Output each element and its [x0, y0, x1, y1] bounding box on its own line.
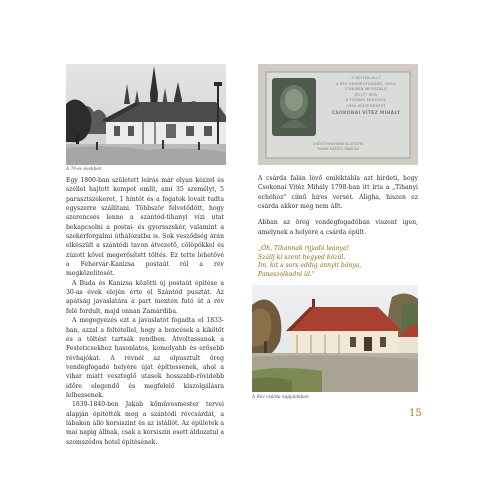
paragraph: A megegyezés ezt a javaslatot fogadta el 1833-ban, azzal a feltétellel, hogy a bencések a kikötőt és a töltést tartsák rendben. Átvoltassanak a Festeticsekhez hasonlatos, komolyabb és erősebb révhajókat. A révnél az elpusztult öreg vendégfogadó helyére újat építtessenek, ahol a vihar miatt veszteglő utasok hosszabb-rövidebb időre elegendő és megfelelő kiszolgálásra lelhessenek.: [66, 317, 224, 399]
paragraph: Egy 1800-ban született leírás már olyan kézzel és széllel hajtott kompot említ, ami 35 személyt, 5 parasztszekeret, 1 hintót és a fogatok lovait tudta egyszerre szállítani. Többször felvetődött, hogy szerencsés lenne a szántód-tihanyi vízi utat bekapcsolni a postai- és gyorsszekér, valamint a szekérforgalmi úthálózatba is. Sok vesződség árán elkészült a szántódi tavon átvezető, cölöpökkel és zúzott kővel megerősített töltés. Ez tette lehetővé a Fehérvár-Kanizsa postaút ról a rév megközelítését.: [66, 177, 224, 278]
paragraph: A csárda falán lévő emléktábla azt hirdeti, hogy Csokonai Vitéz Mihály 1798-ban itt írta a „Tihanyi echóhoz" című híres versét. Aligha, hiszen ez csárda akkor még nem állt.: [258, 175, 418, 211]
old-photo-caption: A 70-es években: [66, 167, 102, 172]
poem-line: Panaszolkodni ül.": [258, 270, 315, 278]
old-photo: [66, 64, 226, 165]
plaque-line: A RÉV VENDÉGFOGADÓ, AHOL: [335, 81, 397, 86]
left-text-column: [66, 176, 224, 447]
csarda-photo: [252, 285, 418, 392]
plaque-line: A KÖLTŐ EMLÉKÉRE ÁLLÍTTATTA: [312, 142, 364, 146]
paragraph: A Buda és Kanizsa közötti új postaút építése a 30-as évek elején érte el Szántód pusztát. Az apátság javaslatára a part mentén futó út a rév felé fordult, majd onnan Zamárdiba.: [66, 279, 224, 315]
plaque-line: CSOKONAI VITÉZ MIHÁLY: [331, 110, 401, 116]
plaque-inscription: [320, 76, 412, 116]
plaque-line: TIHANY KÖZSÉG TANÁCSA: [317, 146, 359, 151]
plaque-line: CÍMŰ KÖLTEMÉNYÉT: [346, 103, 386, 108]
poem-line: Szállj ki szent hegyed közül.: [258, 253, 346, 261]
memorial-plaque-photo: [258, 64, 418, 165]
plaque-footer: [272, 142, 404, 151]
right-text-column: [258, 174, 418, 279]
csarda-photo-caption: A Rév csárda napjainkban: [252, 395, 309, 400]
plaque-line: A TIHANYI EKHÓHOZ: [345, 98, 387, 103]
paragraph: 1839-1840-ben Jakab kőművesmester tervei alapján építették meg a szántódi révcsárdát, a lábakon álló korsiszint és az istállót. Az épületek a mai napig állnak, csak a korsiszín esett áldozatul a szomszédos hotel építésének.: [66, 401, 224, 446]
paragraph: Abban az öreg vendégfogadóban viszont igen, amelynek a helyére a csárda épült.: [258, 219, 418, 236]
plaque-line: ÉS ITT ÍRTA: [354, 92, 378, 97]
plaque-line: 1798-BAN MEGSZÁLLT: [344, 87, 388, 92]
poem-quote: [258, 245, 418, 279]
poem-line: Ím, kit a sors eddig annyit bánya,: [258, 262, 362, 270]
poem-line: „Óh, Tihannak rijjadó leánya!: [258, 245, 350, 253]
plaque-line: E HELYEN ÁLLT: [351, 76, 381, 80]
page-number: 15: [409, 408, 422, 419]
